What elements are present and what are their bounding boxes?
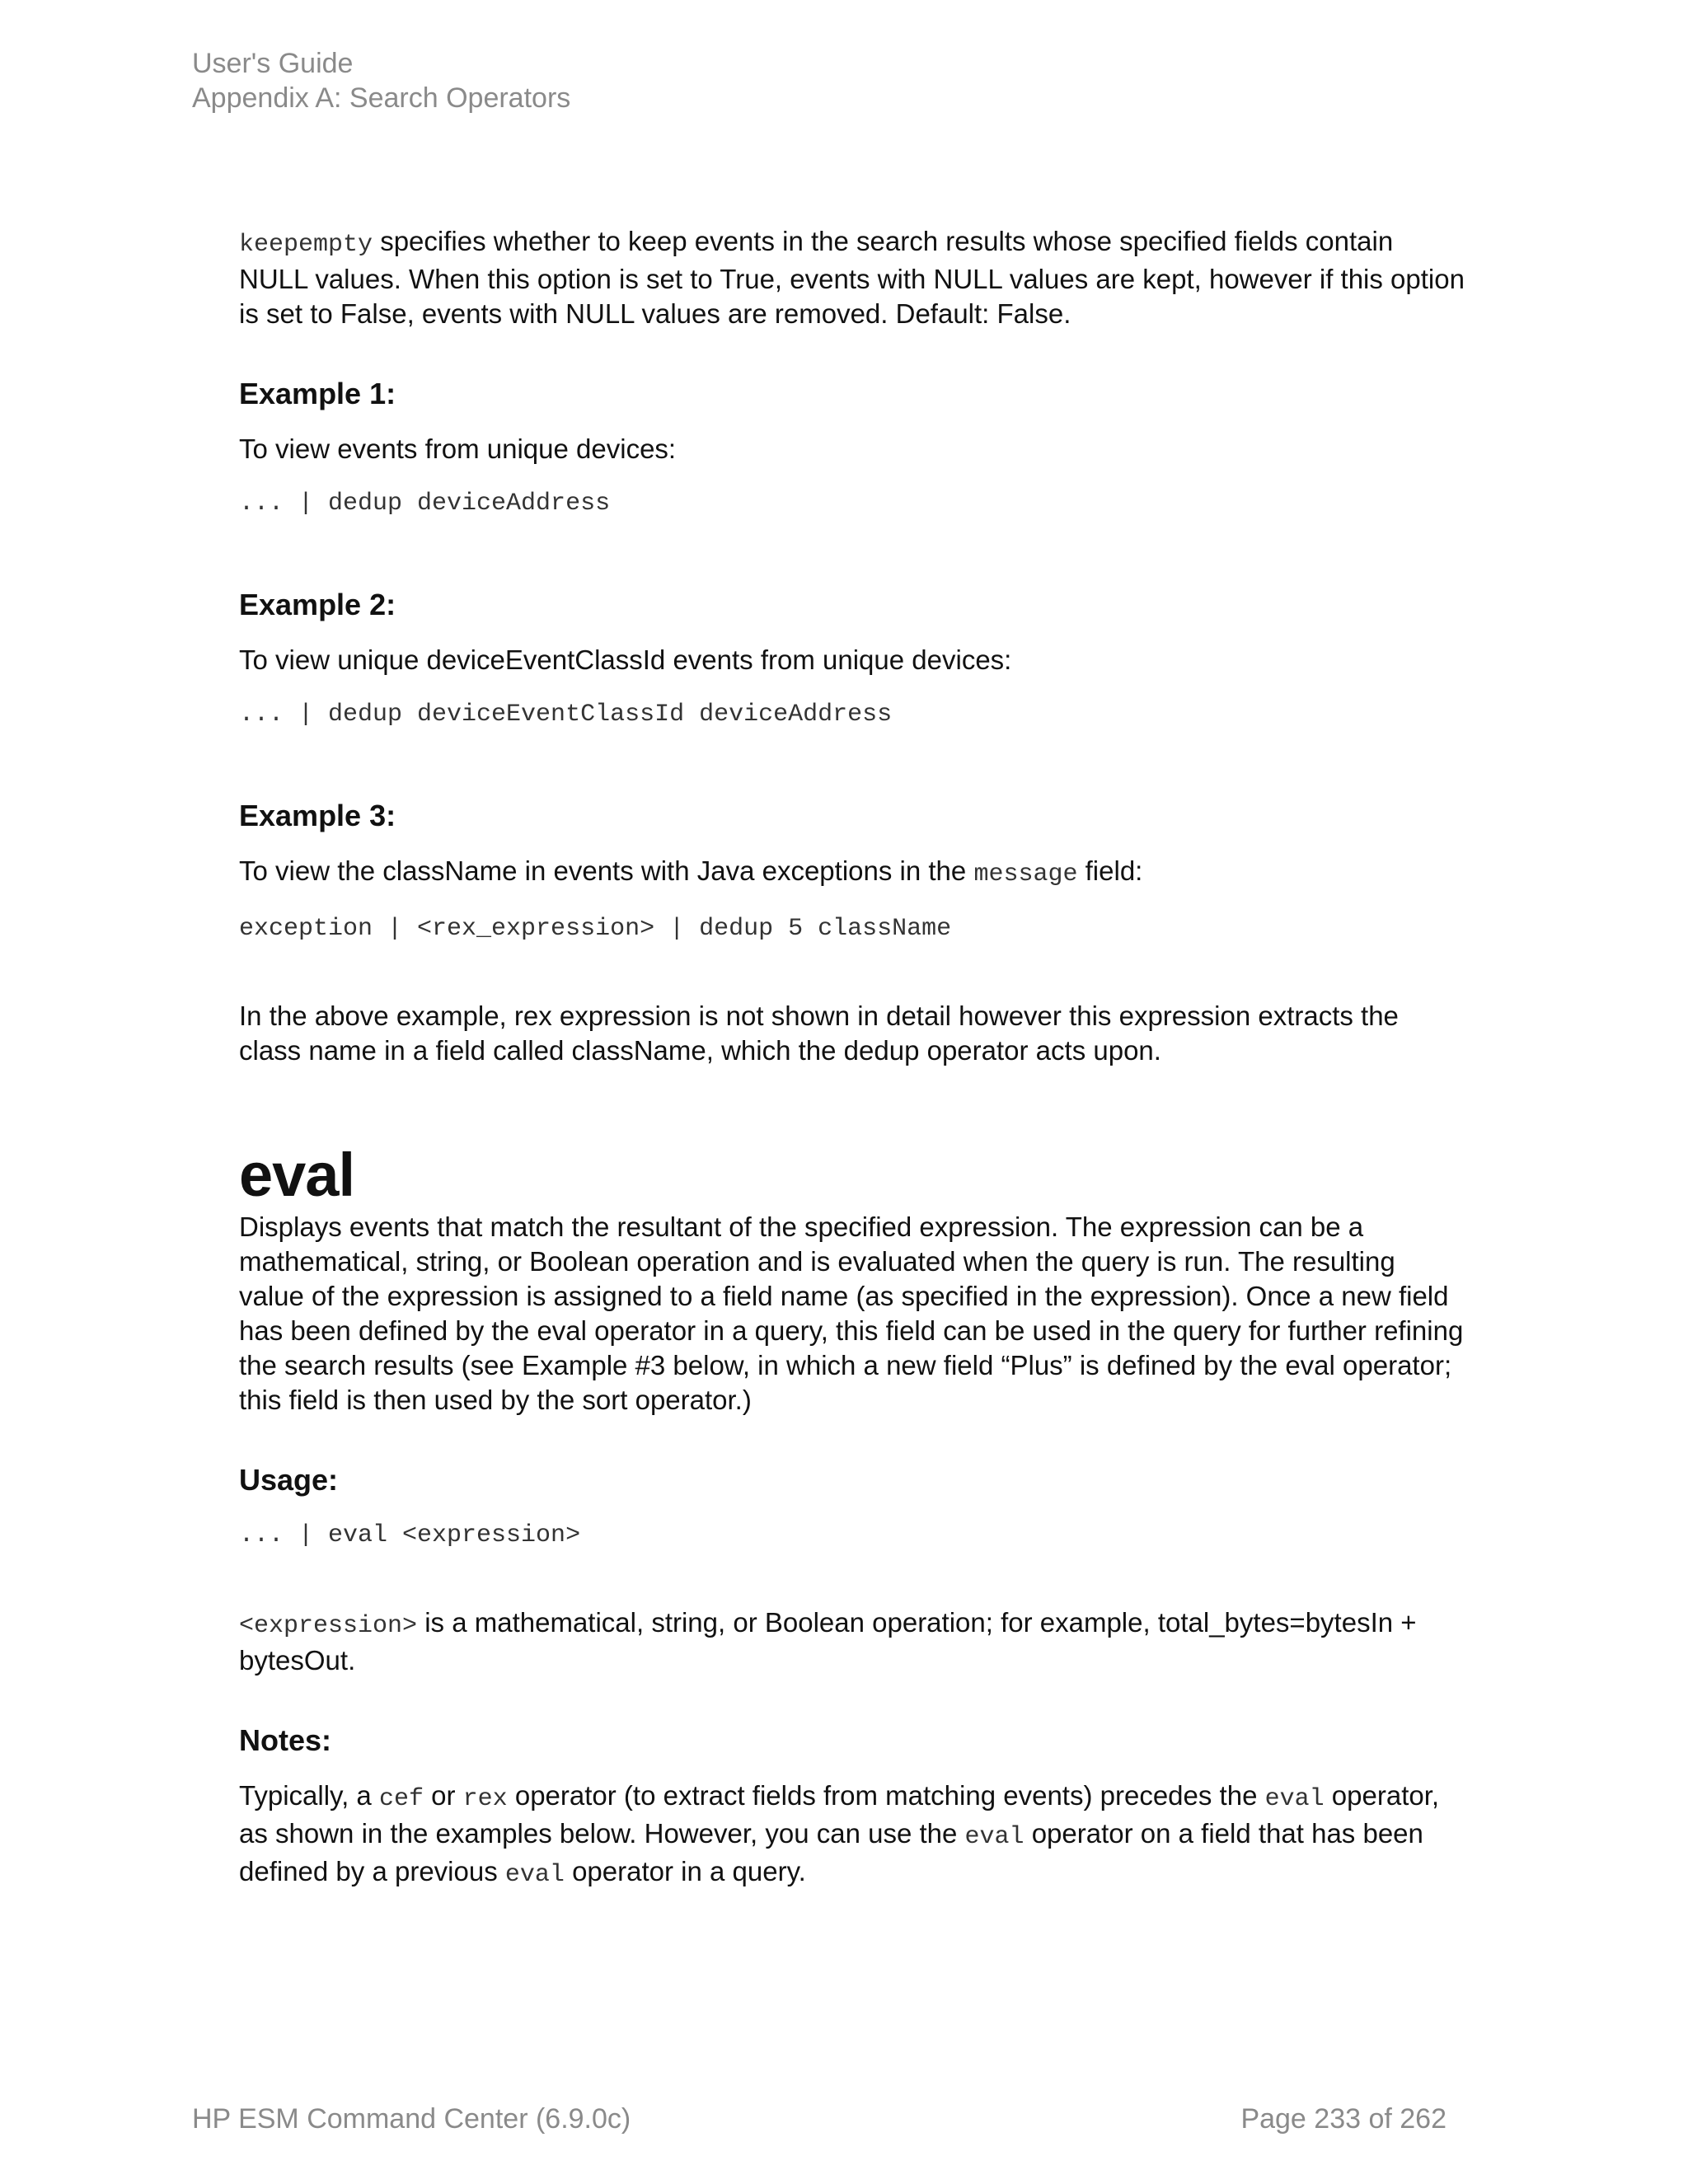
example-1-heading: Example 1: — [239, 377, 396, 410]
expression-text: is a mathematical, string, or Boolean operation; for example, total_bytes=bytesIn + bytesOut. — [239, 1607, 1417, 1675]
page-header — [192, 46, 570, 115]
keepempty-text: specifies whether to keep events in the search results whose specified fields contain NULL values. When this option is set to True, events with NULL values are kept, however if this option is set to False, events with NULL values are removed. Default: False. — [239, 226, 1465, 329]
usage-heading: Usage: — [239, 1463, 339, 1497]
example-1-code: ... | dedup deviceAddress — [239, 490, 611, 518]
example-3-description — [239, 854, 1467, 892]
notes-code-cef: cef — [378, 1785, 424, 1813]
notes-text-5: operator on a field that has been defined by a previous — [239, 1818, 1423, 1886]
usage-code: ... | eval <expression> — [239, 1521, 581, 1549]
notes-heading: Notes: — [239, 1723, 332, 1757]
example-2-description: To view unique deviceEventClassId events from unique devices: — [239, 644, 1012, 675]
header-guide-title: User's Guide — [192, 48, 354, 79]
notes-paragraph — [239, 1779, 1467, 1892]
expression-code: <expression> — [239, 1612, 418, 1640]
notes-text-3: operator (to extract fields from matching events) precedes the — [507, 1780, 1265, 1811]
header-section-title: Appendix A: Search Operators — [192, 82, 571, 114]
example-3-desc-code: message — [973, 860, 1078, 888]
notes-code-eval-3: eval — [504, 1861, 565, 1889]
example-1-description: To view events from unique devices: — [239, 434, 677, 464]
example-2-heading: Example 2: — [239, 588, 396, 621]
example-3-explanation: In the above example, rex expression is not shown in detail however this expression extracts the class name in a field called className, which the dedup operator acts upon. — [239, 1001, 1399, 1066]
example-3-code: exception | <rex_expression> | dedup 5 className — [239, 915, 952, 943]
eval-section-title: eval — [239, 1141, 355, 1209]
notes-text-1: Typically, a — [239, 1780, 379, 1811]
eval-description: Displays events that match the resultant of the specified expression. The expression can be a mathematical, string, or Boolean operation and is evaluated when the query is run. The resulting value of the expression is assigned to a field name (as specified in the expression). Once a new field has been defined by the eval operator in a query, this field can be used in the query for further refining the search results (see Example #3 below, in which a new field “Plus” is defined by the eval operator; this field is then used by the sort operator.) — [239, 1212, 1464, 1415]
keepempty-paragraph — [239, 224, 1467, 331]
footer-page-number: Page 233 of 262 — [1240, 2103, 1447, 2135]
notes-text-2: or — [423, 1780, 463, 1811]
example-3-desc-before: To view the className in events with Java exceptions in the — [239, 855, 974, 886]
notes-code-eval-1: eval — [1264, 1785, 1325, 1813]
example-2-code: ... | dedup deviceEventClassId deviceAddress — [239, 701, 893, 729]
footer-product: HP ESM Command Center (6.9.0c) — [192, 2103, 631, 2135]
example-3-desc-after: field: — [1077, 855, 1143, 886]
expression-paragraph — [239, 1605, 1467, 1678]
notes-text-4: operator, as shown in the examples below. However, you can use the — [239, 1780, 1440, 1849]
keepempty-code: keepempty — [239, 231, 373, 259]
notes-code-rex: rex — [462, 1785, 508, 1813]
example-3-heading: Example 3: — [239, 799, 396, 832]
notes-text-6: operator in a query. — [564, 1856, 806, 1886]
main-content — [239, 224, 1467, 1892]
notes-code-eval-2: eval — [964, 1823, 1025, 1851]
